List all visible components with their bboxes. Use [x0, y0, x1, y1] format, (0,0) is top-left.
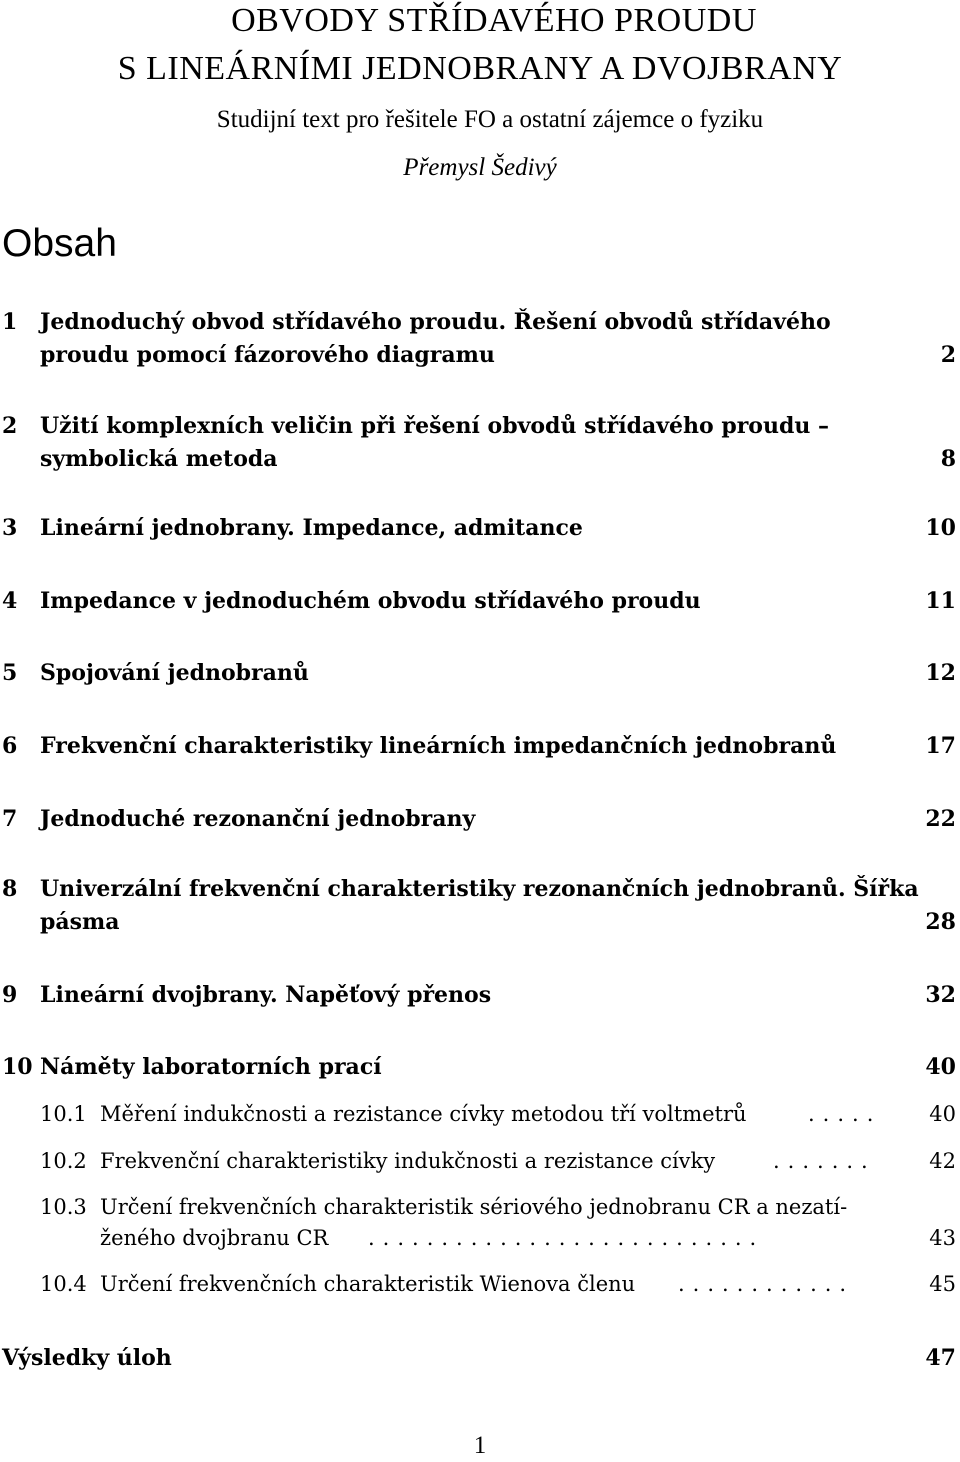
- toc-subentry-title-line2: ženého dvojbranu CR: [100, 1226, 329, 1250]
- toc-entry-title: Spojování jednobranů: [40, 660, 309, 686]
- toc-subentry-number: 10.3: [40, 1195, 87, 1219]
- toc-subentry-page: 45: [929, 1272, 956, 1296]
- toc-subentry-number: 10.2: [40, 1149, 87, 1173]
- toc-entry-number: 1: [2, 309, 18, 335]
- toc-subentry-title: Určení frekvenčních charakteristik Wienova členu: [100, 1272, 636, 1296]
- toc-entry-number: 9: [2, 982, 18, 1008]
- toc-entry-2[interactable]: [0, 410, 956, 476]
- toc-subentry-number: 10.1: [40, 1102, 87, 1126]
- toc-entry-title: Náměty laboratorních prací: [40, 1054, 382, 1080]
- document-title-line2: S LINEÁRNÍMI JEDNOBRANY A DVOJBRANY: [117, 50, 843, 87]
- toc-leader-dots: ...........................: [368, 1226, 765, 1250]
- toc-entry-page: 40: [925, 1054, 956, 1080]
- toc-results-page: 47: [925, 1345, 956, 1371]
- toc-entry-page: 12: [925, 660, 956, 686]
- toc-entry-results[interactable]: [0, 1342, 956, 1375]
- toc-subentry-page: 42: [929, 1149, 956, 1173]
- toc-entry-title-line2: symbolická metoda: [40, 446, 278, 472]
- toc-heading: Obsah: [2, 222, 117, 265]
- toc-entry-4[interactable]: [0, 585, 956, 618]
- toc-entry-title-line1: Jednoduchý obvod střídavého proudu. Řešení obvodů střídavého: [40, 309, 831, 335]
- toc-entry-8[interactable]: [0, 873, 956, 939]
- document-title-line1: OBVODY STŘÍDAVÉHO PROUDU: [231, 2, 757, 39]
- toc-leader-dots: .......: [773, 1149, 876, 1173]
- toc-entry-title: Jednoduché rezonanční jednobrany: [40, 806, 476, 832]
- toc-subentry-page: 40: [929, 1102, 956, 1126]
- document-subtitle: Studijní text pro řešitele FO a ostatní zájemce o fyziku: [216, 106, 764, 133]
- toc-subentry-10-1[interactable]: [0, 1099, 956, 1130]
- toc-entry-title: Impedance v jednoduchém obvodu střídavého proudu: [40, 588, 701, 614]
- toc-subentry-10-3[interactable]: [0, 1192, 956, 1254]
- toc-entry-page: 17: [925, 733, 956, 759]
- author-name: Přemysl Šedivý: [403, 154, 557, 181]
- toc-entry-10[interactable]: [0, 1051, 956, 1084]
- toc-entry-number: 8: [2, 876, 18, 902]
- toc-entry-title-line1: Užití komplexních veličin při řešení obvodů střídavého proudu –: [40, 413, 830, 439]
- toc-subentry-title: Frekvenční charakteristiky indukčnosti a rezistance cívky: [100, 1149, 716, 1173]
- toc-entry-number: 10: [2, 1054, 33, 1080]
- toc-entry-number: 4: [2, 588, 18, 614]
- toc-entry-9[interactable]: [0, 979, 956, 1012]
- toc-entry-title: Lineární jednobrany. Impedance, admitance: [40, 515, 583, 541]
- toc-entry-page: 22: [925, 806, 956, 832]
- toc-entry-title: Lineární dvojbrany. Napěťový přenos: [40, 982, 492, 1008]
- toc-entry-page: 8: [940, 446, 956, 472]
- toc-entry-page: 10: [925, 515, 956, 541]
- toc-entry-number: 6: [2, 733, 18, 759]
- toc-entry-number: 2: [2, 413, 18, 439]
- toc-results-label: Výsledky úloh: [2, 1345, 172, 1371]
- toc-entry-3[interactable]: [0, 512, 956, 545]
- toc-entry-title-line1: Univerzální frekvenční charakteristiky rezonančních jednobranů. Šířka: [40, 876, 919, 902]
- toc-subentry-10-4[interactable]: [0, 1269, 956, 1300]
- toc-entry-title: Frekvenční charakteristiky lineárních impedančních jednobranů: [40, 733, 837, 759]
- toc-subentry-title-line1: Určení frekvenčních charakteristik sériového jednobranu CR a nezatí-: [100, 1195, 848, 1219]
- toc-entry-5[interactable]: [0, 657, 956, 690]
- toc-entry-page: 28: [925, 909, 956, 935]
- toc-entry-number: 5: [2, 660, 18, 686]
- toc-subentry-number: 10.4: [40, 1272, 87, 1296]
- page-number: 1: [473, 1432, 487, 1459]
- toc-leader-dots: ............: [678, 1272, 855, 1296]
- toc-entry-number: 7: [2, 806, 18, 832]
- toc-leader-dots: .....: [808, 1102, 882, 1126]
- toc-entry-page: 32: [925, 982, 956, 1008]
- toc-entry-6[interactable]: [0, 730, 956, 763]
- toc-entry-number: 3: [2, 515, 18, 541]
- toc-subentry-page: 43: [929, 1226, 956, 1250]
- toc-subentry-title: Měření indukčnosti a rezistance cívky metodou tří voltmetrů: [100, 1102, 747, 1126]
- toc-entry-page: 2: [940, 342, 956, 368]
- toc-subentry-10-2[interactable]: [0, 1146, 956, 1177]
- toc-entry-page: 11: [925, 588, 956, 614]
- toc-entry-title-line2: pásma: [40, 909, 120, 935]
- toc-entry-7[interactable]: [0, 803, 956, 836]
- toc-entry-title-line2: proudu pomocí fázorového diagramu: [40, 342, 495, 368]
- toc-entry-1[interactable]: [0, 306, 956, 372]
